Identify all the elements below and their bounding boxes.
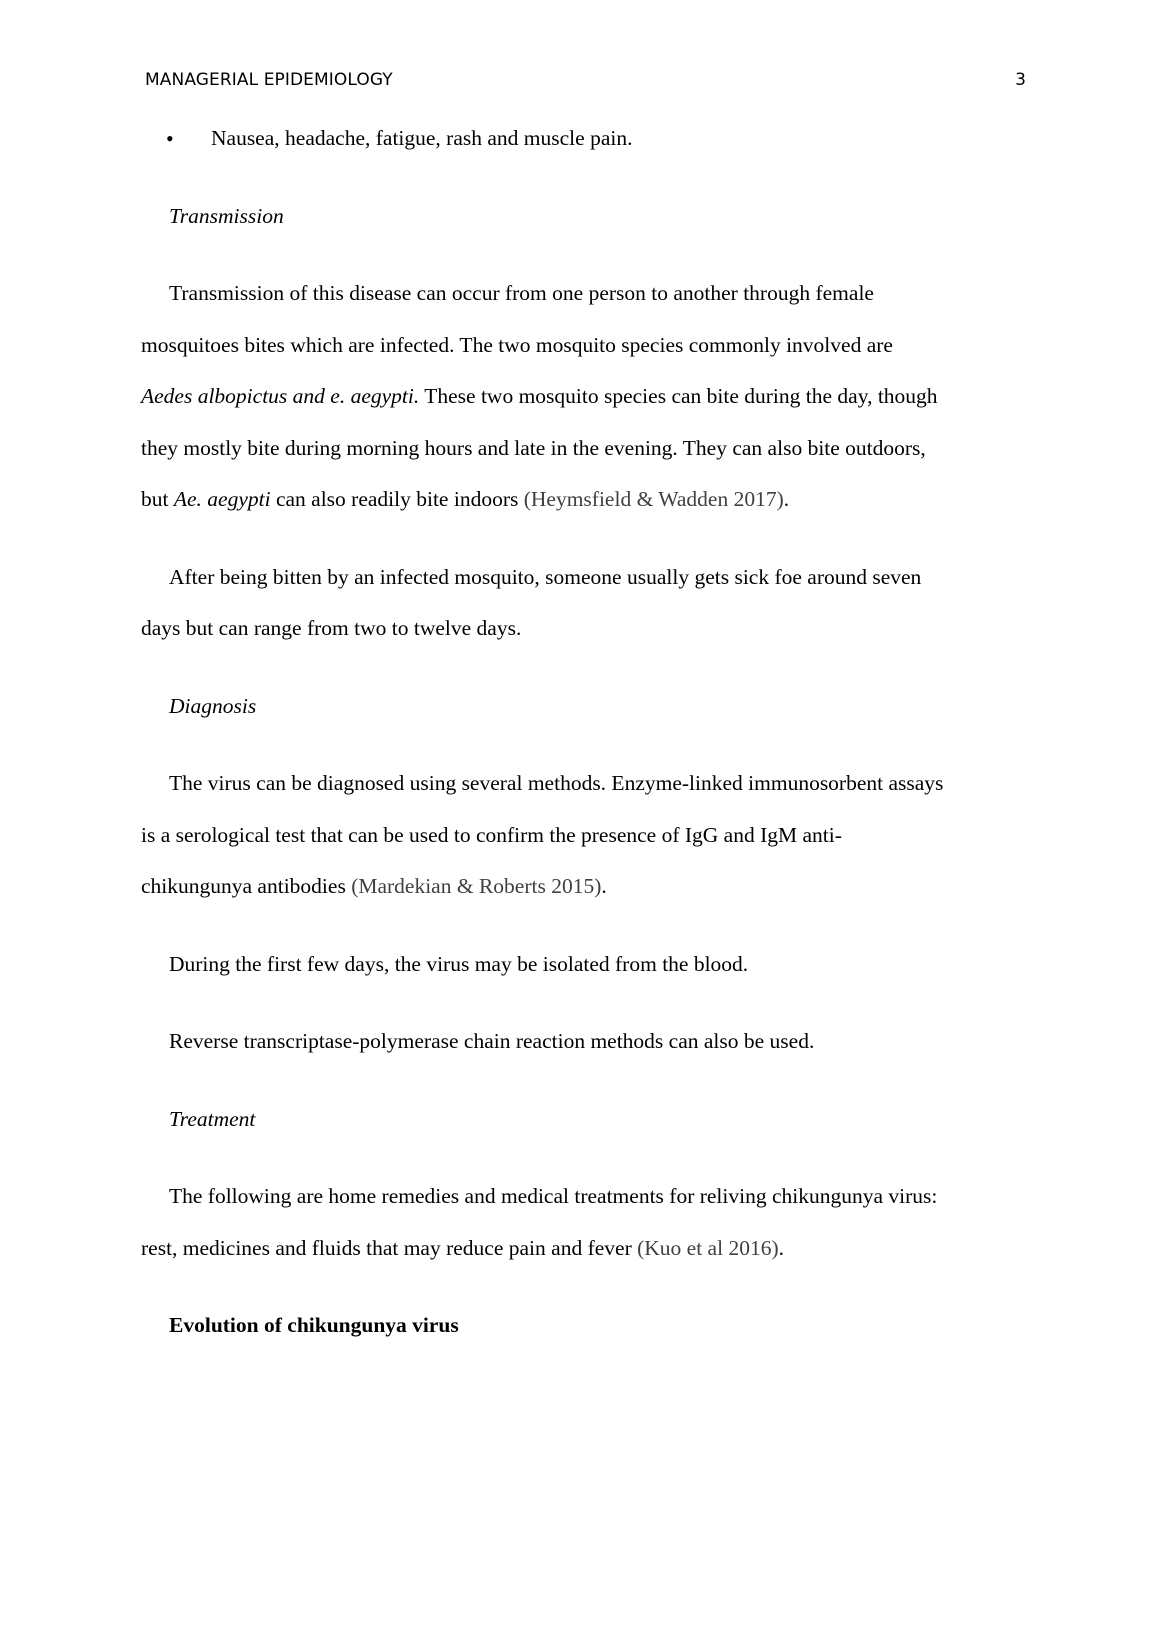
paragraph-line: The following are home remedies and medical treatments for reliving chikungunya virus: bbox=[169, 1184, 938, 1208]
bullet-text: Nausea, headache, fatigue, rash and muscle pain. bbox=[211, 126, 633, 150]
paragraph-line: is a serological test that can be used to confirm the presence of IgG and IgM anti- bbox=[141, 823, 842, 847]
paragraph-line: days but can range from two to twelve days. bbox=[141, 616, 522, 640]
paragraph-line bbox=[141, 487, 789, 512]
section-heading-evolution: Evolution of chikungunya virus bbox=[169, 1313, 459, 1337]
paragraph-line: During the first few days, the virus may be isolated from the blood. bbox=[169, 952, 749, 976]
paragraph-line bbox=[141, 384, 938, 409]
paragraph-line bbox=[141, 1236, 784, 1261]
paragraph-text: chikungunya antibodies bbox=[141, 874, 352, 898]
bullet-symbol: • bbox=[166, 126, 174, 151]
paragraph-line: Transmission of this disease can occur from one person to another through female bbox=[169, 281, 874, 305]
running-head: MANAGERIAL EPIDEMIOLOGY bbox=[145, 70, 393, 90]
section-heading-diagnosis: Diagnosis bbox=[169, 694, 257, 718]
paragraph-text: rest, medicines and fluids that may reduce pain and fever bbox=[141, 1236, 638, 1260]
paragraph-line: Reverse transcriptase-polymerase chain reaction methods can also be used. bbox=[169, 1029, 815, 1053]
citation: (Heymsfield & Wadden 2017) bbox=[523, 487, 784, 511]
paragraph-line: they mostly bite during morning hours and late in the evening. They can also bite outdoors, bbox=[141, 436, 926, 460]
section-heading-transmission: Transmission bbox=[169, 204, 284, 228]
section-heading-treatment: Treatment bbox=[169, 1107, 256, 1131]
citation: (Kuo et al 2016) bbox=[637, 1236, 779, 1260]
species-names: Aedes albopictus and e. aegypti. bbox=[141, 384, 420, 408]
paragraph-text: can also readily bite indoors bbox=[270, 487, 524, 511]
paragraph-line bbox=[141, 874, 607, 899]
page-number: 3 bbox=[1015, 70, 1026, 90]
paragraph-line: The virus can be diagnosed using several methods. Enzyme-linked immunosorbent assays bbox=[169, 771, 944, 795]
paragraph-text: . bbox=[601, 874, 607, 898]
paragraph-line: mosquitoes bites which are infected. The two mosquito species commonly involved are bbox=[141, 333, 893, 357]
paragraph-text: These two mosquito species can bite during the day, though bbox=[419, 384, 938, 408]
paragraph-text: . bbox=[783, 487, 790, 511]
paragraph-text: . bbox=[778, 1236, 784, 1260]
species-name: Ae. aegypti bbox=[173, 487, 271, 511]
citation: (Mardekian & Roberts 2015) bbox=[351, 874, 602, 898]
paragraph-text: but bbox=[141, 487, 174, 511]
paragraph-line: After being bitten by an infected mosquito, someone usually gets sick foe around seven bbox=[169, 565, 922, 589]
